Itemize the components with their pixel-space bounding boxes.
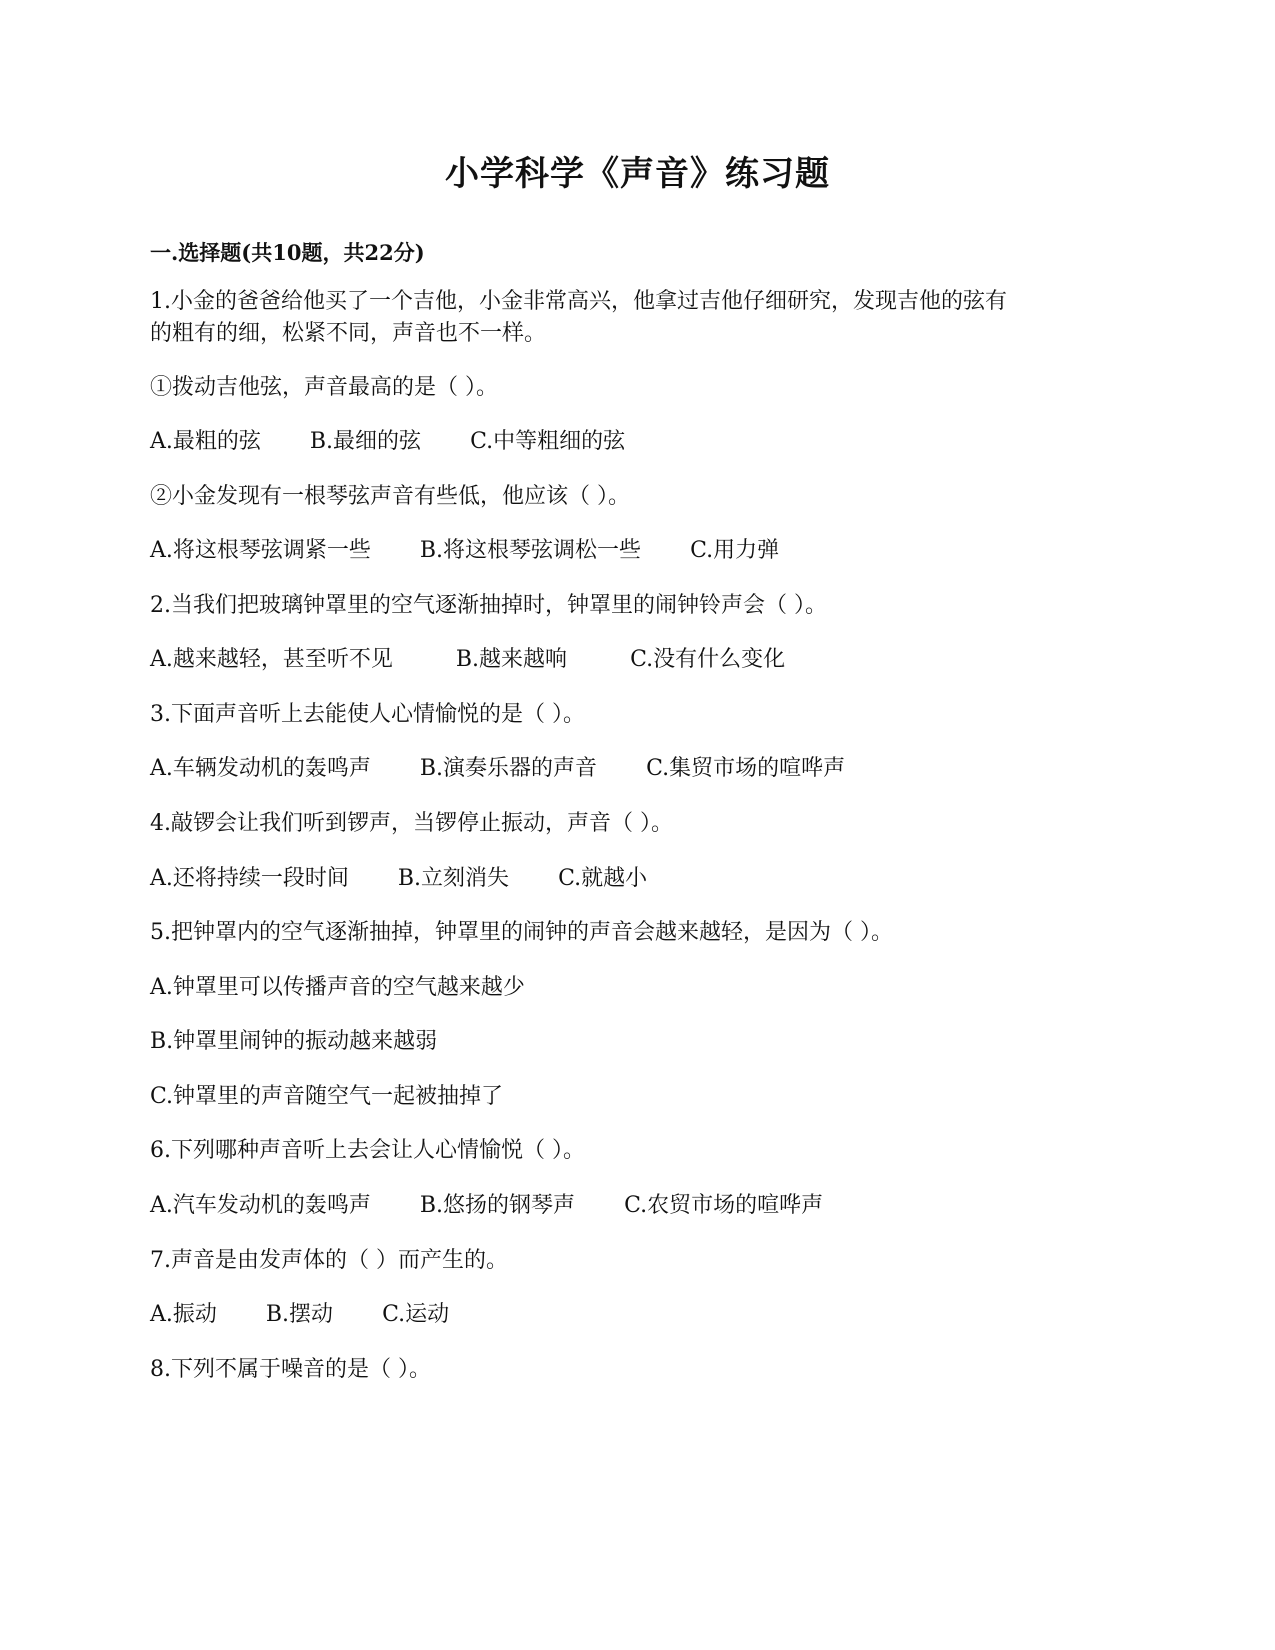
question-4-stem: 4.敲锣会让我们听到锣声，当锣停止振动，声音（ ）。 [150,811,673,836]
option-a: A.汽车发动机的轰鸣声 [150,1193,371,1218]
section-heading: 一.选择题(共10题，共22分) [150,240,425,265]
option-c: C.用力弹 [690,538,780,563]
question-6-options [150,1190,823,1222]
option-a: A.将这根琴弦调紧一些 [150,538,371,563]
option-c: C.就越小 [558,866,648,891]
question-1-sub-1-options [150,426,625,458]
option-b: B.演奏乐器的声音 [419,756,598,781]
option-c: C.运动 [382,1302,450,1327]
option-a: A.还将持续一段时间 [150,866,349,891]
option-a: A.车辆发动机的轰鸣声 [150,756,371,781]
option-b: B.将这根琴弦调松一些 [419,538,642,563]
question-7-stem: 7.声音是由发声体的（ ）而产生的。 [150,1248,508,1273]
option-b: B.悠扬的钢琴声 [419,1193,576,1218]
option-c: C.没有什么变化 [630,647,786,672]
question-2-stem: 2.当我们把玻璃钟罩里的空气逐渐抽掉时，钟罩里的闹钟铃声会（ ）。 [150,593,827,618]
option-b: B.摆动 [265,1302,334,1327]
option-a: A.越来越轻，甚至听不见 [150,647,393,672]
question-5-stem: 5.把钟罩内的空气逐渐抽掉，钟罩里的闹钟的声音会越来越轻，是因为（ ）。 [150,920,893,945]
option-a: A.最粗的弦 [150,429,261,454]
page-title: 小学科学《声音》练习题 [445,154,830,194]
option-a: A.振动 [150,1302,217,1327]
question-3-options [150,753,845,785]
option-c: C.中等粗细的弦 [470,429,626,454]
question-1-sub-2-stem: ②小金发现有一根琴弦声音有些低，他应该（ ）。 [150,484,630,509]
question-1-stem-line-2: 的粗有的细，松紧不同，声音也不一样。 [150,321,547,346]
option-b: B.立刻消失 [397,866,510,891]
question-8-stem: 8.下列不属于噪音的是（ ）。 [150,1357,431,1382]
question-5-option-c: C.钟罩里的声音随空气一起被抽掉了 [150,1084,504,1109]
question-5-option-b: B.钟罩里闹钟的振动越来越弱 [150,1029,438,1054]
option-b: B.最细的弦 [309,429,422,454]
question-4-options [150,863,647,895]
option-b: B.越来越响 [455,647,568,672]
question-7-options [150,1299,449,1331]
question-1-sub-2-options [150,535,779,567]
question-1-sub-1-stem: ①拨动吉他弦，声音最高的是（ ）。 [150,375,498,400]
question-2-options [150,644,785,676]
option-c: C.农贸市场的喧哗声 [624,1193,824,1218]
question-1-stem-line-1: 1.小金的爸爸给他买了一个吉他，小金非常高兴，他拿过吉他仔细研究，发现吉他的弦有 [150,289,1007,314]
question-5-option-a: A.钟罩里可以传播声音的空气越来越少 [150,975,525,1000]
option-c: C.集贸市场的喧哗声 [646,756,846,781]
question-3-stem: 3.下面声音听上去能使人心情愉悦的是（ ）。 [150,702,585,727]
question-6-stem: 6.下列哪种声音听上去会让人心情愉悦（ ）。 [150,1138,585,1163]
